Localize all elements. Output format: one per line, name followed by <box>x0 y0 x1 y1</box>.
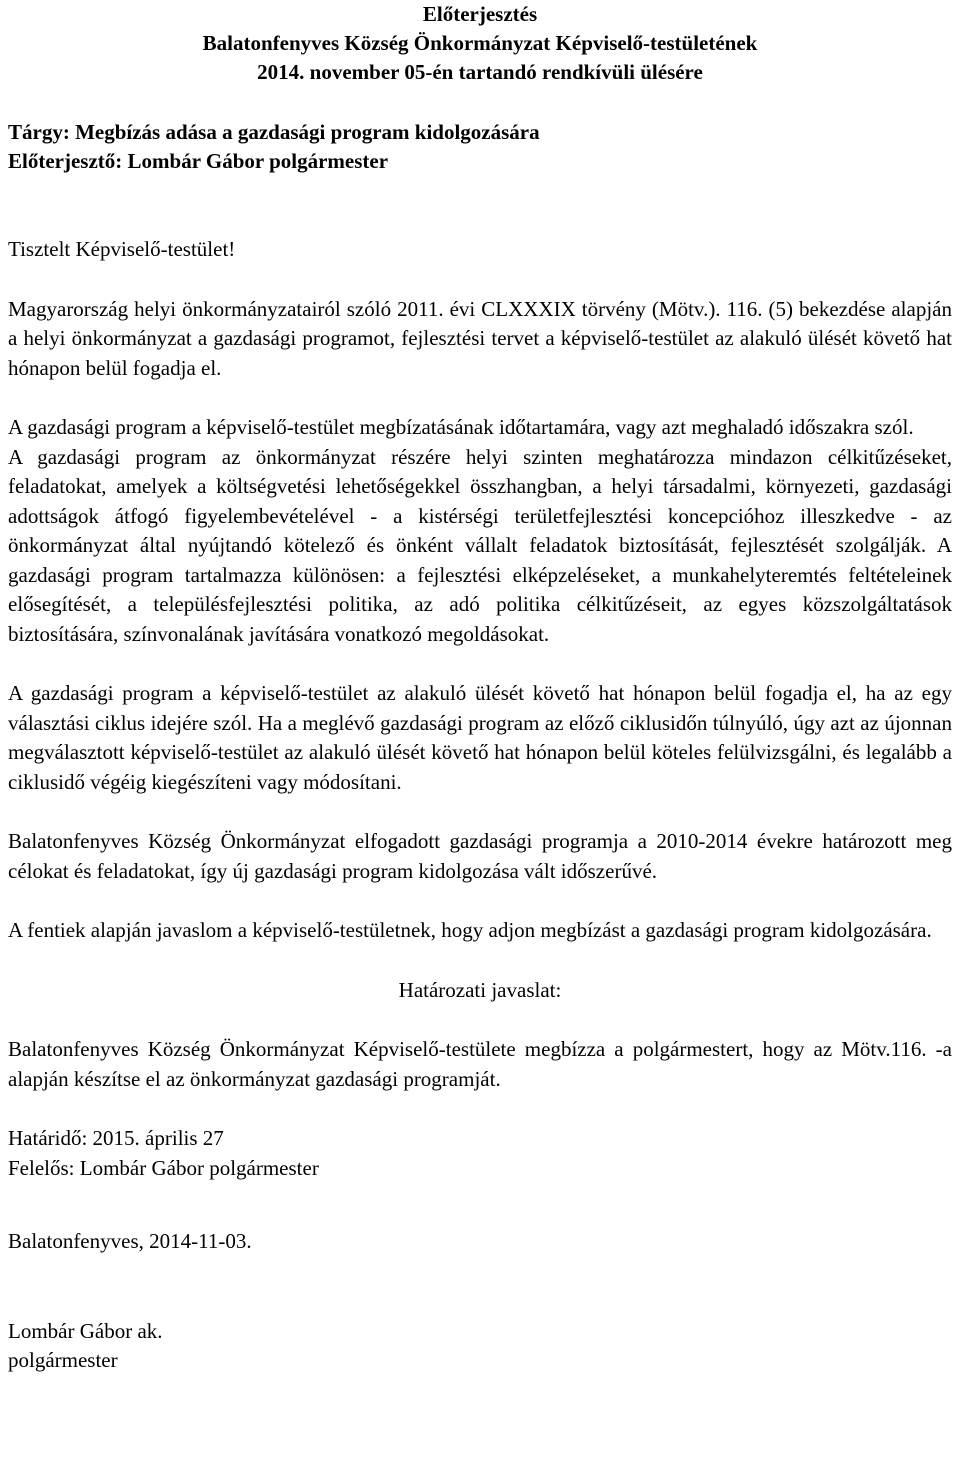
deadline-block <box>8 1124 952 1183</box>
presenter-line: Előterjesztő: Lombár Gábor polgármester <box>8 149 389 173</box>
subject-block <box>8 118 952 176</box>
paragraph-legal-basis: Magyarország helyi önkormányzatairól szóló 2011. évi CLXXXIX törvény (Mötv.). 116. (5) bekezdése alapján a helyi önkormányzat a gazdasági programot, fejlesztési tervet a képviselő-testület az alakuló ülését követő hat hónapon belül fogadja el. <box>8 296 952 380</box>
place-date: Balatonfenyves, 2014-11-03. <box>8 1229 252 1253</box>
document-title: Előterjesztés <box>422 2 538 26</box>
paragraph-proposal: A fentiek alapján javaslom a képviselő-testületnek, hogy adjon megbízást a gazdasági program kidolgozására. <box>8 918 932 942</box>
paragraph-previous-program: Balatonfenyves Község Önkormányzat elfogadott gazdasági programja a 2010-2014 évekre határozott meg célokat és feladatokat, így új gazdasági program kidolgozása vált időszerűvé. <box>8 829 952 883</box>
signature-role: polgármester <box>8 1348 118 1372</box>
salutation: Tisztelt Képviselő-testület! <box>8 237 236 261</box>
signature-block <box>8 1317 952 1376</box>
document-header <box>8 0 952 87</box>
header-body-name: Balatonfenyves Község Önkormányzat Képviselő-testületének <box>202 31 758 55</box>
signature-name: Lombár Gábor ak. <box>8 1318 163 1343</box>
paragraph-program-period: A gazdasági program a képviselő-testület megbízatásának időtartamára, vagy azt meghaladó időszakra szól. <box>8 415 914 439</box>
paragraph-adoption-rules: A gazdasági program a képviselő-testület az alakuló ülését követő hat hónapon belül fogadja el, ha az egy választási ciklus idejére szól. Ha a meglévő gazdasági program az előző ciklusidőn túlnyúló, úgy azt az újonnan megválasztott képviselő-testület az alakuló ülését követő hat hónapon belül köteles felülvizsgálni, és legalább a ciklusidő végéig kiegészíteni vagy módosítani. <box>8 681 952 794</box>
header-meeting-date: 2014. november 05-én tartandó rendkívüli ülésére <box>257 60 703 84</box>
deadline-line: Határidő: 2015. április 27 <box>8 1126 224 1150</box>
responsible-line: Felelős: Lombár Gábor polgármester <box>8 1155 319 1180</box>
resolution-text: Balatonfenyves Község Önkormányzat Képviselő-testülete megbízza a polgármestert, hogy az Mötv.116. -a alapján készítse el az önkormányzat gazdasági programját. <box>8 1037 952 1091</box>
subject-line: Tárgy: Megbízás adása a gazdasági program kidolgozására <box>8 120 540 144</box>
resolution-heading: Határozati javaslat: <box>398 977 562 1002</box>
paragraph-program-content: A gazdasági program az önkormányzat részére helyi szinten meghatározza mindazon célkitűzéseket, feladatokat, amelyek a költségvetési lehetőségekkel összhangban, a helyi társadalmi, környezeti, gazdasági adottságok átfogó figyelembevételével - a kistérségi területfejlesztési koncepcióhoz illeszkedve - az önkormányzat által nyújtandó kötelező és önként vállalt feladatok biztosítását, fejlesztését szolgálják. A gazdasági program tartalmazza különösen: a fejlesztési elképzeléseket, a munkahelyteremtés feltételeinek elősegítését, a településfejlesztési politika, az adó politika célkitűzéseit, az egyes közszolgáltatások biztosítására, színvonalának javítására vonatkozó megoldásokat. <box>8 444 952 646</box>
